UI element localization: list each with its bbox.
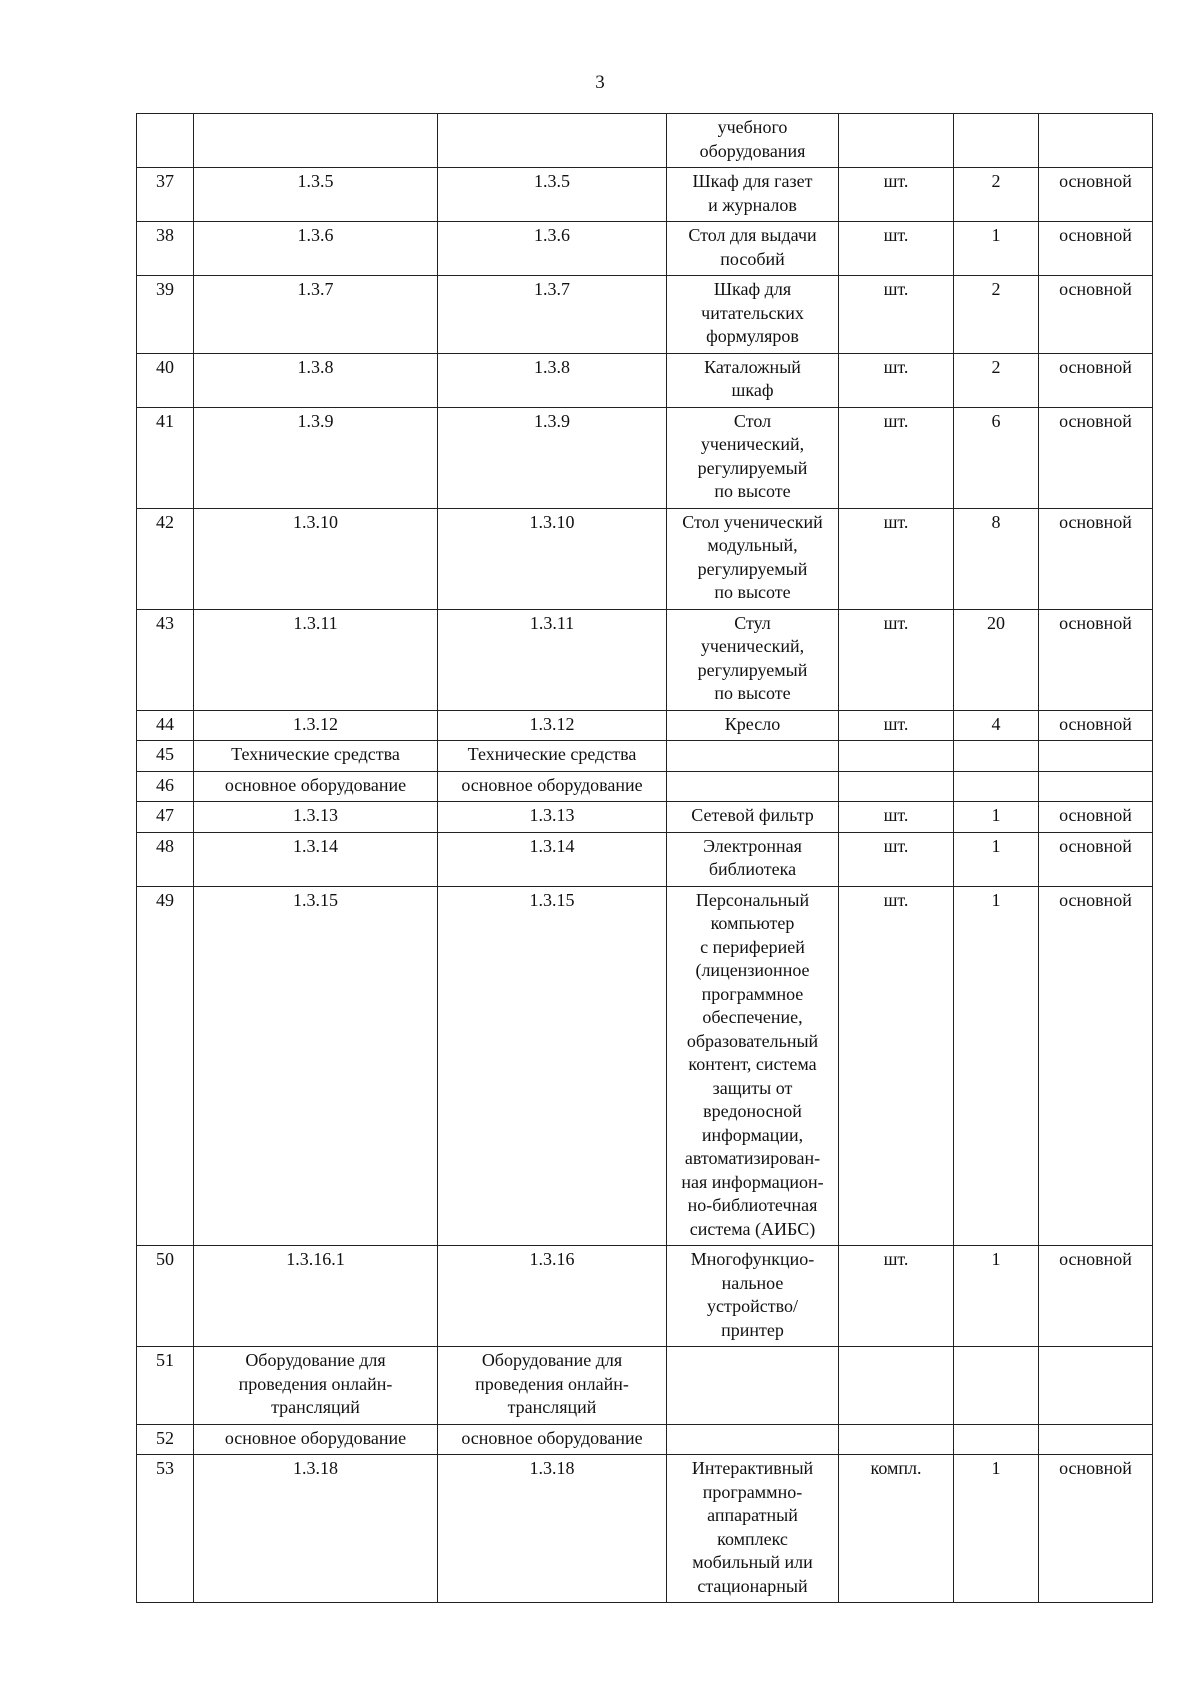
type-cell [1039, 741, 1153, 772]
unit-cell: шт. [839, 508, 954, 609]
code-cell: Оборудование для проведения онлайн- трансляций [194, 1347, 438, 1425]
equipment-table [136, 113, 1153, 1603]
item-name-cell: Каталожный шкаф [667, 353, 839, 407]
quantity-cell: 8 [954, 508, 1039, 609]
item-name-cell [667, 741, 839, 772]
type-cell [1039, 1347, 1153, 1425]
unit-cell: шт. [839, 168, 954, 222]
item-name-cell: Стол для выдачи пособий [667, 222, 839, 276]
code-cell: 1.3.11 [438, 609, 667, 710]
item-name-cell: Шкаф для читательских формуляров [667, 276, 839, 354]
table-row [137, 741, 1153, 772]
unit-cell [839, 1424, 954, 1455]
item-name-cell: Электронная библиотека [667, 832, 839, 886]
row-number-cell: 41 [137, 407, 194, 508]
item-name-cell: Многофункцио- нальное устройство/ принтер [667, 1246, 839, 1347]
table-row [137, 114, 1153, 168]
row-number-cell: 47 [137, 802, 194, 833]
row-number-cell: 44 [137, 710, 194, 741]
item-name-cell [667, 771, 839, 802]
row-number-cell: 42 [137, 508, 194, 609]
quantity-cell [954, 1347, 1039, 1425]
quantity-cell [954, 741, 1039, 772]
row-number-cell: 50 [137, 1246, 194, 1347]
table-row [137, 832, 1153, 886]
code-cell: 1.3.5 [438, 168, 667, 222]
code-cell: основное оборудование [438, 1424, 667, 1455]
row-number-cell: 45 [137, 741, 194, 772]
quantity-cell: 6 [954, 407, 1039, 508]
page-number: 3 [595, 72, 605, 93]
item-name-cell: Стол ученический, регулируемый по высоте [667, 407, 839, 508]
row-number-cell: 39 [137, 276, 194, 354]
unit-cell [839, 1347, 954, 1425]
quantity-cell [954, 771, 1039, 802]
quantity-cell: 1 [954, 886, 1039, 1246]
item-name-cell: Кресло [667, 710, 839, 741]
row-number-cell [137, 114, 194, 168]
item-name-cell: учебного оборудования [667, 114, 839, 168]
unit-cell: шт. [839, 407, 954, 508]
code-cell: 1.3.18 [194, 1455, 438, 1603]
table-row [137, 407, 1153, 508]
table-row [137, 609, 1153, 710]
code-cell: 1.3.6 [438, 222, 667, 276]
type-cell: основной [1039, 832, 1153, 886]
unit-cell: шт. [839, 886, 954, 1246]
code-cell: 1.3.5 [194, 168, 438, 222]
unit-cell [839, 771, 954, 802]
code-cell: 1.3.10 [194, 508, 438, 609]
code-cell: 1.3.16 [438, 1246, 667, 1347]
table-row [137, 1246, 1153, 1347]
quantity-cell: 1 [954, 802, 1039, 833]
quantity-cell: 1 [954, 1455, 1039, 1603]
equipment-table-body [137, 114, 1153, 1603]
type-cell: основной [1039, 353, 1153, 407]
item-name-cell: Сетевой фильтр [667, 802, 839, 833]
table-row [137, 1455, 1153, 1603]
item-name-cell: Персональный компьютер с периферией (лицензионное программное обеспечение, образовательный контент, система защиты от вредоносной информации, автоматизирован- ная информацион- но-библиотечная система (АИБС) [667, 886, 839, 1246]
unit-cell: шт. [839, 276, 954, 354]
unit-cell: шт. [839, 710, 954, 741]
type-cell [1039, 114, 1153, 168]
code-cell: 1.3.7 [438, 276, 667, 354]
code-cell: 1.3.11 [194, 609, 438, 710]
table-row [137, 1347, 1153, 1425]
type-cell [1039, 771, 1153, 802]
quantity-cell: 1 [954, 832, 1039, 886]
row-number-cell: 46 [137, 771, 194, 802]
code-cell [438, 114, 667, 168]
quantity-cell [954, 114, 1039, 168]
code-cell: 1.3.10 [438, 508, 667, 609]
code-cell: 1.3.13 [194, 802, 438, 833]
item-name-cell: Шкаф для газет и журналов [667, 168, 839, 222]
type-cell: основной [1039, 886, 1153, 1246]
code-cell: 1.3.9 [194, 407, 438, 508]
row-number-cell: 51 [137, 1347, 194, 1425]
code-cell: 1.3.12 [194, 710, 438, 741]
type-cell: основной [1039, 276, 1153, 354]
row-number-cell: 40 [137, 353, 194, 407]
code-cell: Технические средства [194, 741, 438, 772]
quantity-cell: 1 [954, 222, 1039, 276]
type-cell: основной [1039, 1455, 1153, 1603]
type-cell: основной [1039, 802, 1153, 833]
row-number-cell: 48 [137, 832, 194, 886]
unit-cell: шт. [839, 802, 954, 833]
code-cell: 1.3.9 [438, 407, 667, 508]
table-row [137, 886, 1153, 1246]
item-name-cell [667, 1424, 839, 1455]
code-cell: 1.3.8 [438, 353, 667, 407]
row-number-cell: 37 [137, 168, 194, 222]
unit-cell: шт. [839, 1246, 954, 1347]
unit-cell [839, 741, 954, 772]
table-row [137, 353, 1153, 407]
type-cell: основной [1039, 609, 1153, 710]
item-name-cell: Стул ученический, регулируемый по высоте [667, 609, 839, 710]
type-cell: основной [1039, 168, 1153, 222]
quantity-cell: 2 [954, 168, 1039, 222]
type-cell: основной [1039, 508, 1153, 609]
unit-cell: шт. [839, 222, 954, 276]
table-row [137, 771, 1153, 802]
table-row [137, 1424, 1153, 1455]
code-cell: основное оборудование [438, 771, 667, 802]
code-cell: 1.3.18 [438, 1455, 667, 1603]
code-cell: 1.3.6 [194, 222, 438, 276]
code-cell: Технические средства [438, 741, 667, 772]
unit-cell: шт. [839, 609, 954, 710]
code-cell: Оборудование для проведения онлайн- трансляций [438, 1347, 667, 1425]
type-cell: основной [1039, 710, 1153, 741]
code-cell: 1.3.12 [438, 710, 667, 741]
code-cell: 1.3.14 [438, 832, 667, 886]
type-cell: основной [1039, 222, 1153, 276]
code-cell: 1.3.13 [438, 802, 667, 833]
table-row [137, 508, 1153, 609]
code-cell: основное оборудование [194, 1424, 438, 1455]
table-row [137, 802, 1153, 833]
item-name-cell: Стол ученический модульный, регулируемый по высоте [667, 508, 839, 609]
quantity-cell: 1 [954, 1246, 1039, 1347]
code-cell: 1.3.16.1 [194, 1246, 438, 1347]
table-row [137, 276, 1153, 354]
code-cell [194, 114, 438, 168]
quantity-cell: 2 [954, 353, 1039, 407]
quantity-cell: 4 [954, 710, 1039, 741]
code-cell: основное оборудование [194, 771, 438, 802]
item-name-cell: Интерактивный программно- аппаратный комплекс мобильный или стационарный [667, 1455, 839, 1603]
row-number-cell: 43 [137, 609, 194, 710]
code-cell: 1.3.8 [194, 353, 438, 407]
code-cell: 1.3.15 [438, 886, 667, 1246]
quantity-cell [954, 1424, 1039, 1455]
row-number-cell: 49 [137, 886, 194, 1246]
row-number-cell: 52 [137, 1424, 194, 1455]
type-cell: основной [1039, 407, 1153, 508]
code-cell: 1.3.15 [194, 886, 438, 1246]
code-cell: 1.3.7 [194, 276, 438, 354]
type-cell [1039, 1424, 1153, 1455]
table-row [137, 168, 1153, 222]
quantity-cell: 2 [954, 276, 1039, 354]
code-cell: 1.3.14 [194, 832, 438, 886]
unit-cell: компл. [839, 1455, 954, 1603]
table-row [137, 222, 1153, 276]
unit-cell [839, 114, 954, 168]
unit-cell: шт. [839, 353, 954, 407]
unit-cell: шт. [839, 832, 954, 886]
table-row [137, 710, 1153, 741]
type-cell: основной [1039, 1246, 1153, 1347]
item-name-cell [667, 1347, 839, 1425]
row-number-cell: 53 [137, 1455, 194, 1603]
row-number-cell: 38 [137, 222, 194, 276]
quantity-cell: 20 [954, 609, 1039, 710]
